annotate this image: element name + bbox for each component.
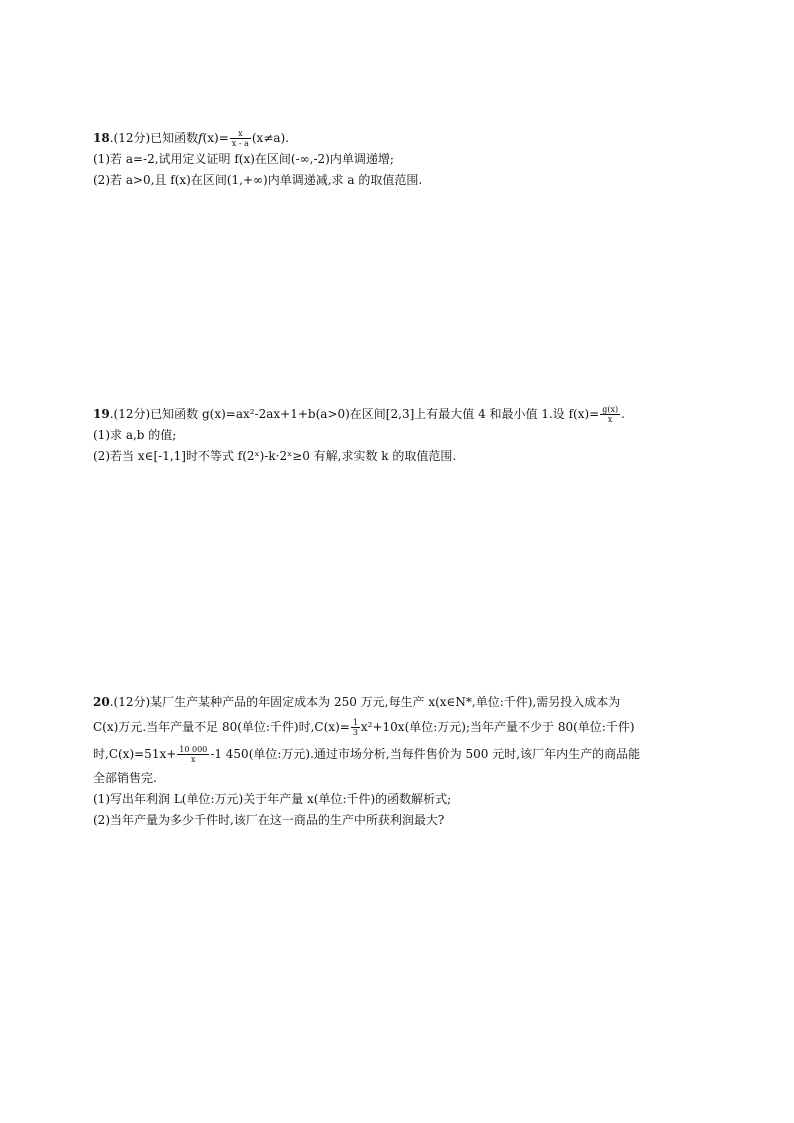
fraction: $\frac{g(x)}{x}$ <box>602 405 619 424</box>
problem-19-q2: (2)若当 x∈[-1,1]时不等式 f(2ˣ)-k·2ˣ≥0 有解,求实数 k 的取值范围. <box>93 449 457 463</box>
problem-number: 19 <box>93 407 110 421</box>
problem-20 <box>93 690 733 831</box>
problem-18 <box>93 128 723 191</box>
problem-19-q1: (1)求 a,b 的值; <box>93 428 177 442</box>
problem-20-stem-line2: C(x)万元.当年产量不足 80(单位:千件)时,C(x)= $\frac{1}{3}$ x²+10x(单位:万元);当年产量不少于 80(单位:千件) <box>93 718 635 737</box>
fraction: $\frac{10 000}{x}$ <box>179 745 208 764</box>
problem-number: 20 <box>93 695 110 709</box>
fraction: $\frac{x}{x - a}$ <box>231 129 249 148</box>
problem-20-stem-line4: 全部销售完. <box>93 771 157 785</box>
problem-19 <box>93 404 723 467</box>
problem-number: 18 <box>93 131 110 145</box>
problem-19-stem: 19.(12分)已知函数 g(x)=ax²-2ax+1+b(a>0)在区间[2,3]上有最大值 4 和最小值 1.设 f(x)= $\frac{g(x)}{x}$ . <box>93 405 625 424</box>
fraction: $\frac{1}{3}$ <box>352 718 358 737</box>
problem-20-stem-line3: 时,C(x)=51x+ $\frac{10 000}{x}$ -1 450(单位:万元).通过市场分析,当每件售价为 500 元时,该厂年内生产的商品能 <box>93 745 641 764</box>
problem-20-stem-line1: 20.(12分)某厂生产某种产品的年固定成本为 250 万元,每生产 x(x∈N*,单位:千件),需另投入成本为 <box>93 695 621 709</box>
problem-20-q2: (2)当年产量为多少千件时,该厂在这一商品的生产中所获利润最大? <box>93 813 445 827</box>
problem-20-q1: (1)写出年利润 L(单位:万元)关于年产量 x(单位:千件)的函数解析式; <box>93 792 452 806</box>
problem-18-q2: (2)若 a>0,且 f(x)在区间(1,+∞)内单调递减,求 a 的取值范围. <box>93 173 423 187</box>
problem-18-q1: (1)若 a=-2,试用定义证明 f(x)在区间(-∞,-2)内单调递增; <box>93 152 394 166</box>
problem-18-stem: 18.(12分)已知函数f(x)= $\frac{x}{x - a}$ (x≠a). <box>93 129 290 148</box>
